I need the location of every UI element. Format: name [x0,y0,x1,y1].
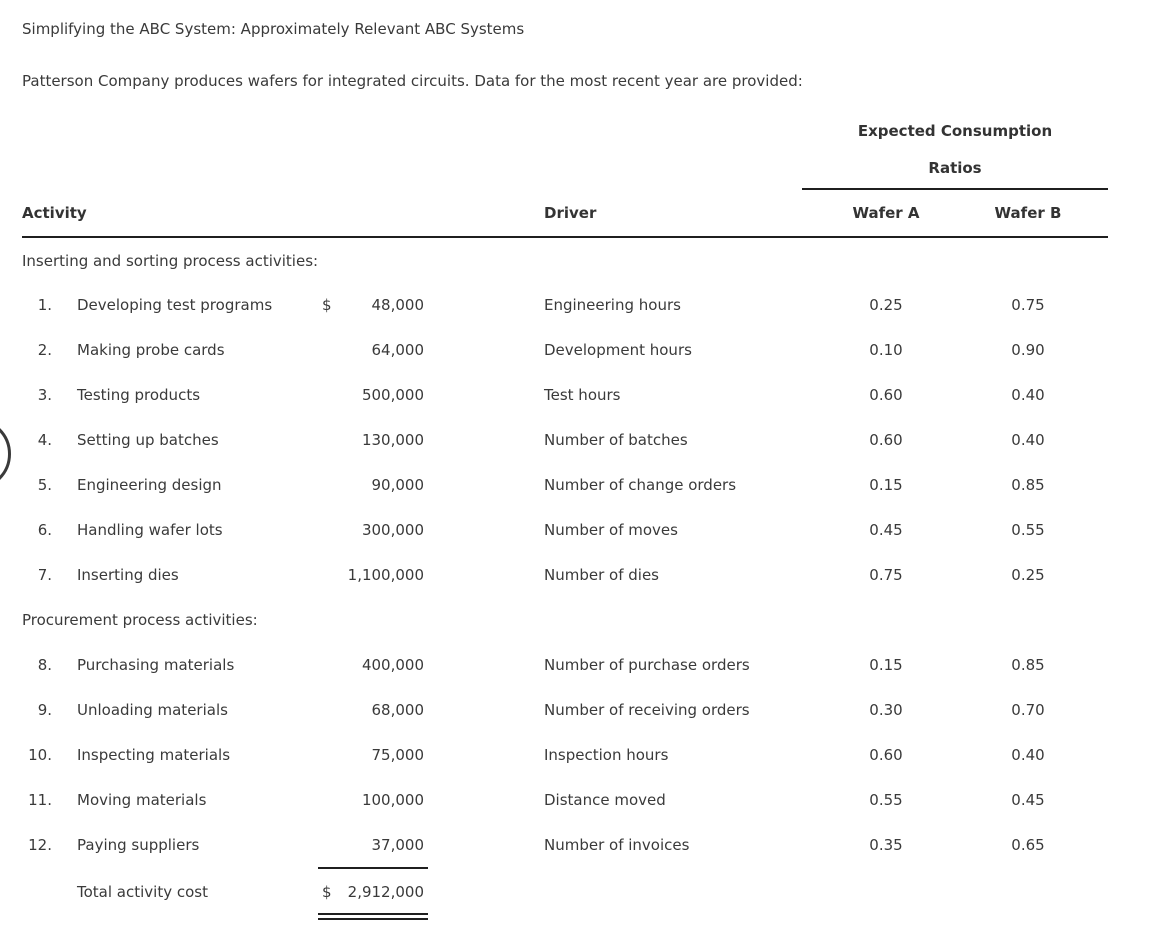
driver-name: Development hours [544,341,692,359]
table-row [0,836,1120,854]
column-header-activity: Activity [22,204,87,222]
activity-name: Engineering design [77,476,222,494]
document-title: Simplifying the ABC System: Approximately Relevant ABC Systems [22,20,525,38]
driver-name: Number of dies [544,566,659,584]
row-number: 9. [37,701,52,719]
table-row [0,791,1120,809]
group-header-rule [802,188,1108,190]
driver-name: Number of moves [544,521,678,539]
row-number: 4. [37,431,52,449]
activity-cost: 400,000 [361,656,424,674]
table-row [0,656,1120,674]
wafer-b-ratio: 0.40 [1011,746,1045,764]
wafer-b-ratio: 0.55 [1011,521,1045,539]
section-header-label: Inserting and sorting process activities: [22,252,319,270]
subtotal-rule [318,867,428,869]
activity-cost: 130,000 [361,431,424,449]
section-header-label: Procurement process activities: [22,611,258,629]
driver-name: Number of batches [544,431,688,449]
driver-name: Number of invoices [544,836,690,854]
intro-text: Patterson Company produces wafers for integrated circuits. Data for the most recent year are provided: [22,72,803,90]
table-row [0,746,1120,764]
row-number: 8. [37,656,52,674]
activity-name: Unloading materials [77,701,228,719]
column-header-driver: Driver [544,204,597,222]
wafer-b-ratio: 0.85 [1011,656,1045,674]
activity-cost: 300,000 [361,521,424,539]
row-number: 10. [28,746,52,764]
driver-name: Number of receiving orders [544,701,750,719]
activity-name: Making probe cards [77,341,225,359]
wafer-a-ratio: 0.35 [869,836,903,854]
wafer-b-ratio: 0.25 [1011,566,1045,584]
wafer-b-ratio: 0.75 [1011,296,1045,314]
activity-name: Setting up batches [77,431,219,449]
table-row [0,701,1120,719]
row-number: 7. [37,566,52,584]
driver-name: Distance moved [544,791,666,809]
wafer-a-ratio: 0.60 [869,746,903,764]
wafer-b-ratio: 0.85 [1011,476,1045,494]
total-label: Total activity cost [77,883,208,901]
wafer-a-ratio: 0.60 [869,431,903,449]
table-row [0,386,1120,404]
table-row [0,341,1120,359]
activity-cost: 37,000 [371,836,424,854]
row-number: 11. [28,791,52,809]
activity-cost: 75,000 [371,746,424,764]
currency-symbol: $ [322,296,332,314]
wafer-a-ratio: 0.10 [869,341,903,359]
activity-name: Handling wafer lots [77,521,223,539]
activity-cost: 64,000 [371,341,424,359]
driver-name: Inspection hours [544,746,669,764]
activity-cost: 48,000 [371,296,424,314]
row-number: 2. [37,341,52,359]
activity-name: Moving materials [77,791,207,809]
activity-name: Purchasing materials [77,656,235,674]
header-rule [22,236,1108,238]
activity-name: Inspecting materials [77,746,231,764]
wafer-a-ratio: 0.60 [869,386,903,404]
driver-name: Engineering hours [544,296,681,314]
wafer-a-ratio: 0.45 [869,521,903,539]
column-header-wafer-a: Wafer A [852,204,920,222]
wafer-a-ratio: 0.25 [869,296,903,314]
table-row [0,476,1120,494]
activity-cost: 1,100,000 [347,566,424,584]
wafer-a-ratio: 0.55 [869,791,903,809]
driver-name: Number of purchase orders [544,656,750,674]
currency-symbol: $ [322,883,332,901]
group-header-line2: Ratios [928,159,982,177]
wafer-b-ratio: 0.65 [1011,836,1045,854]
wafer-b-ratio: 0.40 [1011,431,1045,449]
wafer-b-ratio: 0.45 [1011,791,1045,809]
section-header-procurement [0,611,1120,629]
activity-name: Testing products [77,386,201,404]
wafer-b-ratio: 0.90 [1011,341,1045,359]
wafer-b-ratio: 0.70 [1011,701,1045,719]
driver-name: Test hours [544,386,621,404]
activity-cost: 100,000 [361,791,424,809]
activity-name: Paying suppliers [77,836,200,854]
wafer-b-ratio: 0.40 [1011,386,1045,404]
column-header-wafer-b: Wafer B [994,204,1062,222]
wafer-a-ratio: 0.30 [869,701,903,719]
wafer-a-ratio: 0.75 [869,566,903,584]
group-header-line1: Expected Consumption [857,122,1053,140]
activity-cost: 90,000 [371,476,424,494]
row-number: 1. [37,296,52,314]
table-row [0,296,1120,314]
activity-name: Developing test programs [77,296,273,314]
row-number: 6. [37,521,52,539]
total-amount: 2,912,000 [347,883,424,901]
wafer-a-ratio: 0.15 [869,476,903,494]
table-row [0,431,1120,449]
section-header-inserting [0,252,1120,270]
table-header-row [0,204,1120,222]
activity-name: Inserting dies [77,566,179,584]
row-number: 3. [37,386,52,404]
total-double-rule [318,913,428,920]
row-number: 12. [28,836,52,854]
table-row [0,521,1120,539]
activity-cost: 500,000 [361,386,424,404]
table-row [0,566,1120,584]
total-row [0,883,1120,901]
activity-cost: 68,000 [371,701,424,719]
driver-name: Number of change orders [544,476,737,494]
wafer-a-ratio: 0.15 [869,656,903,674]
row-number: 5. [37,476,52,494]
